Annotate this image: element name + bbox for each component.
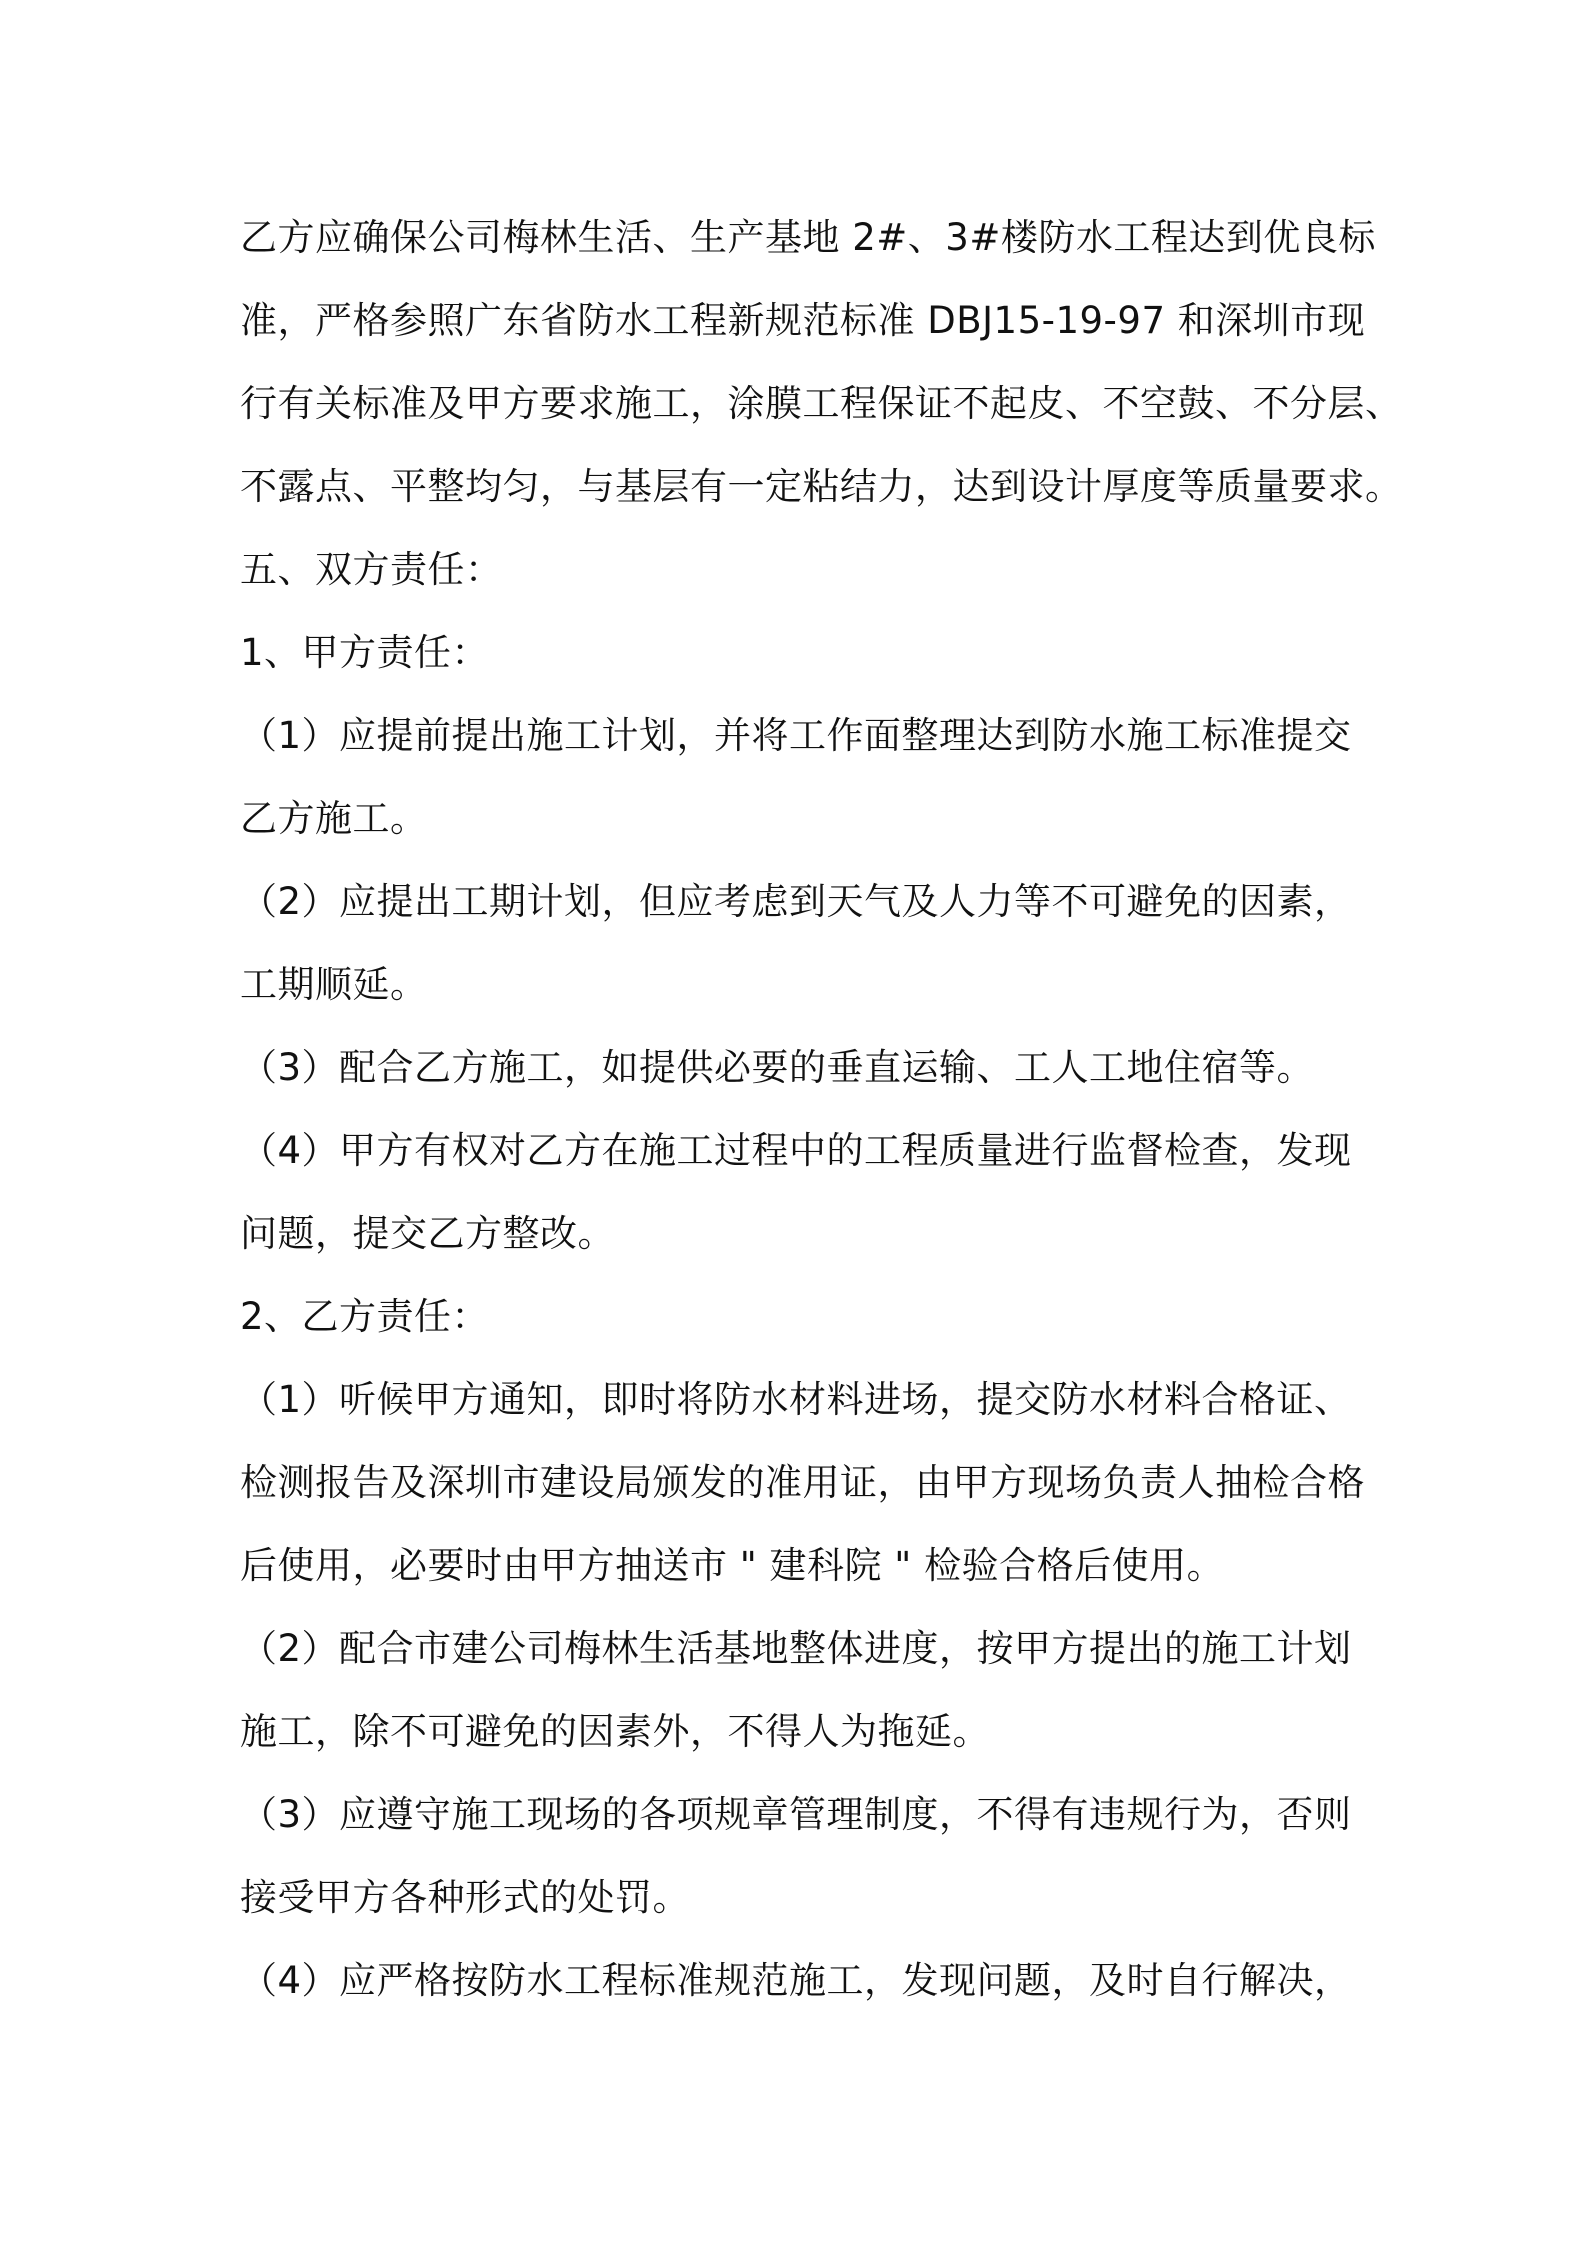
paragraph-line: 乙方应确保公司梅林生活、生产基地 2#、3#楼防水工程达到优良标 [240,216,1376,259]
paragraph-line: （2）配合市建公司梅林生活基地整体进度，按甲方提出的施工计划 [240,1627,1352,1670]
paragraph-line: 后使用，必要时由甲方抽送市 " 建科院 " 检验合格后使用。 [240,1544,1225,1587]
paragraph-line: （1）听候甲方通知，即时将防水材料进场，提交防水材料合格证、 [240,1378,1352,1421]
section-heading: 五、双方责任： [240,548,503,591]
paragraph-line: （4）应严格按防水工程标准规范施工，发现问题，及时自行解决， [240,1959,1352,2002]
paragraph-line: 接受甲方各种形式的处罚。 [240,1876,690,1919]
paragraph-line: （2）应提出工期计划，但应考虑到天气及人力等不可避免的因素， [240,880,1352,923]
paragraph-line: 准，严格参照广东省防水工程新规范标准 DBJ15-19-97 和深圳市现 [240,299,1366,342]
paragraph-line: 行有关标准及甲方要求施工，涂膜工程保证不起皮、不空鼓、不分层、 [240,382,1403,425]
paragraph-line: 不露点、平整均匀，与基层有一定粘结力，达到设计厚度等质量要求。 [240,465,1403,508]
paragraph-line: 问题，提交乙方整改。 [240,1212,615,1255]
document-body [240,196,1403,2022]
paragraph-line: 乙方施工。 [240,797,428,840]
paragraph-line: （4）甲方有权对乙方在施工过程中的工程质量进行监督检查，发现 [240,1129,1352,1172]
paragraph-line: （3）配合乙方施工，如提供必要的垂直运输、工人工地住宿等。 [240,1046,1315,1089]
subsection-heading: 2、乙方责任： [240,1295,490,1338]
paragraph-line: 检测报告及深圳市建设局颁发的准用证，由甲方现场负责人抽检合格 [240,1461,1365,1504]
paragraph-line: （1）应提前提出施工计划，并将工作面整理达到防水施工标准提交 [240,714,1352,757]
paragraph-line: 施工，除不可避免的因素外，不得人为拖延。 [240,1710,990,1753]
subsection-heading: 1、甲方责任： [240,631,490,674]
paragraph-line: 工期顺延。 [240,963,428,1006]
paragraph-line: （3）应遵守施工现场的各项规章管理制度，不得有违规行为，否则 [240,1793,1352,1836]
